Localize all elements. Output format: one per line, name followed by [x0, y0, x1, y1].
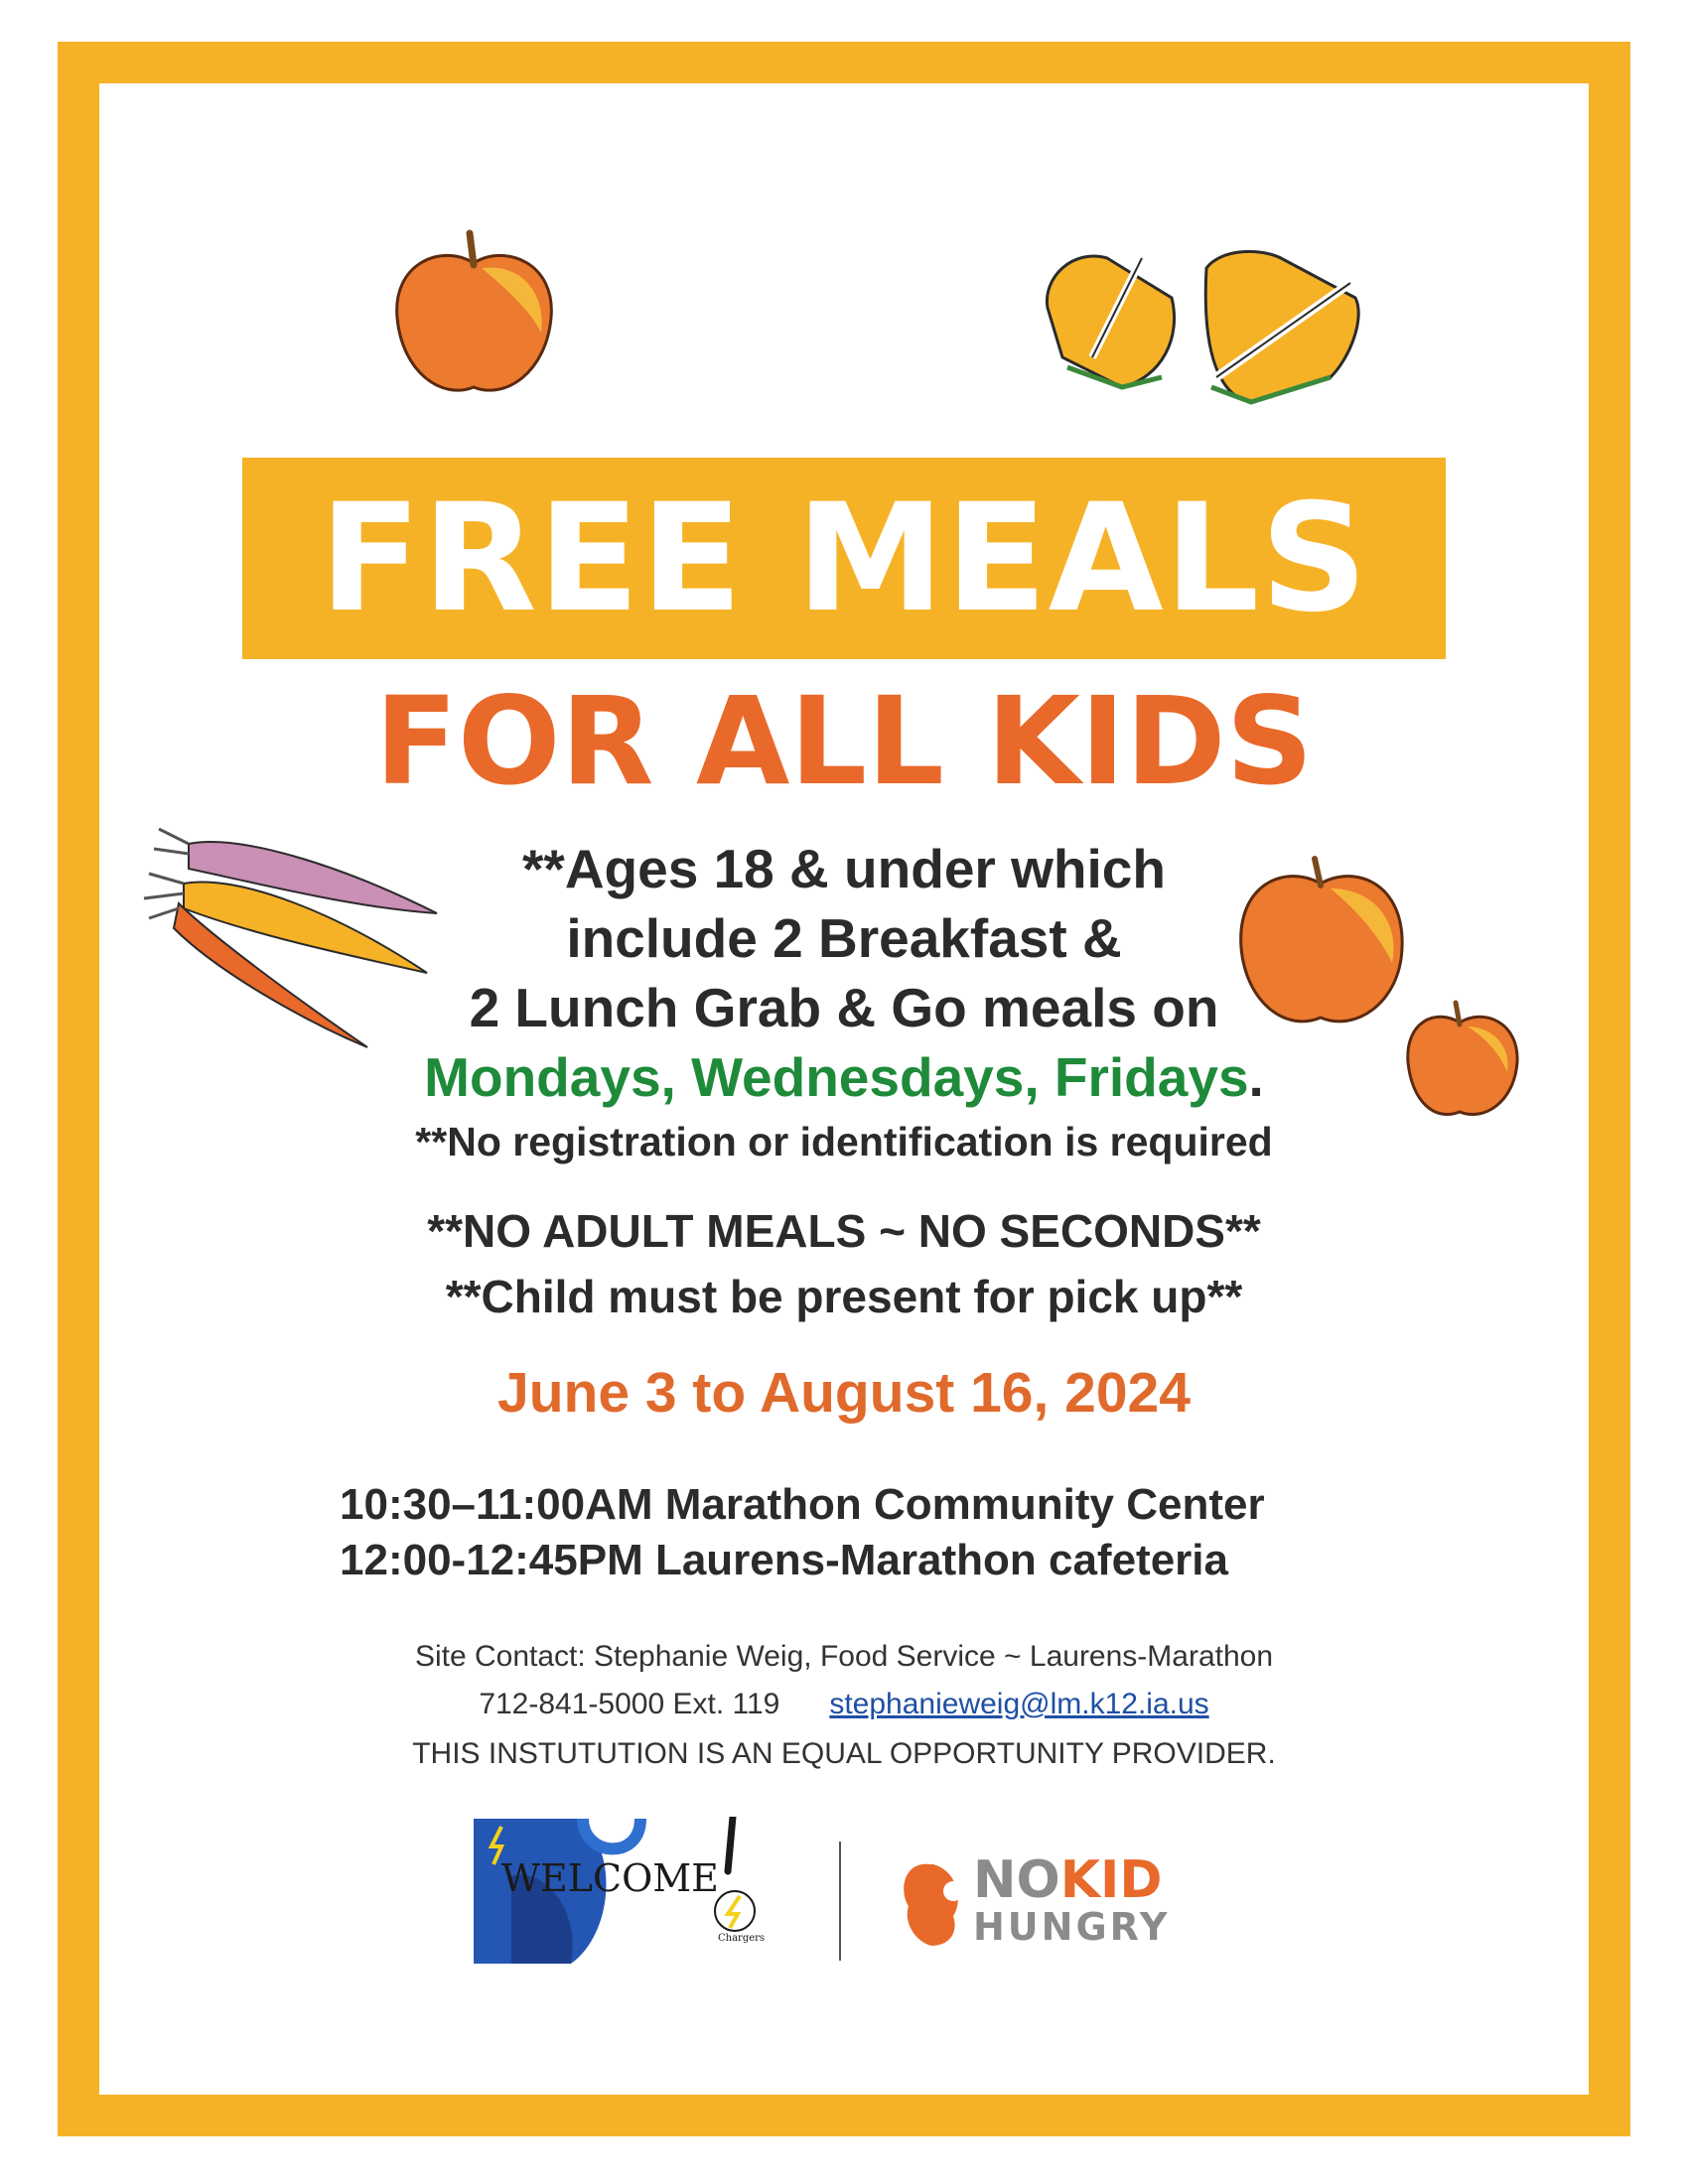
nkh-hungry-text: HUNGRY — [973, 1905, 1171, 1949]
meal-days-text: Mondays, Wednesdays, Fridays — [424, 1046, 1249, 1108]
registration-note: **No registration or identification is required — [415, 1119, 1273, 1164]
title-banner — [242, 458, 1446, 659]
rules-notes — [248, 1198, 1440, 1329]
contact-email-link[interactable]: stephanieweig@lm.k12.ia.us — [829, 1688, 1209, 1720]
welcome-text: WELCOME — [501, 1856, 719, 1900]
schedule-item: 10:30–11:00AM Marathon Community Center — [340, 1480, 1265, 1529]
chargers-text: Chargers — [718, 1933, 766, 1944]
meal-days-period: . — [1248, 1046, 1264, 1108]
equal-opportunity-statement: THIS INSTUTUTION IS AN EQUAL OPPORTUNITY PROVIDER. — [412, 1737, 1276, 1770]
info-line: **Ages 18 & under which — [522, 838, 1166, 899]
logo-divider — [839, 1842, 841, 1961]
sandwich-illustration — [1033, 238, 1365, 407]
nkh-kid-text: KID — [1059, 1850, 1163, 1910]
page-title: FREE MEALS — [319, 472, 1369, 645]
info-line: 2 Lunch Grab & Go meals on — [469, 977, 1219, 1038]
pickup-schedule — [340, 1477, 1432, 1588]
page-subtitle: FOR ALL KIDS — [374, 671, 1314, 812]
contact-phone: 712-841-5000 Ext. 119 — [479, 1688, 780, 1720]
child-present-note: **Child must be present for pick up** — [445, 1271, 1243, 1322]
contact-details — [298, 1681, 1390, 1728]
apple-illustration — [382, 223, 566, 407]
eligibility-info — [298, 834, 1390, 1112]
program-dates: June 3 to August 16, 2024 — [497, 1361, 1191, 1425]
schedule-item: 12:00-12:45PM Laurens-Marathon cafeteria — [340, 1536, 1228, 1584]
site-contact — [298, 1633, 1390, 1728]
nkh-no-text: NO — [973, 1850, 1060, 1910]
contact-line: Site Contact: Stephanie Weig, Food Service ~ Laurens-Marathon — [414, 1640, 1274, 1673]
info-line: include 2 Breakfast & — [566, 907, 1122, 969]
no-adult-meals-note: **NO ADULT MEALS ~ NO SECONDS** — [427, 1205, 1261, 1257]
nkh-wordmark — [973, 1850, 1163, 1910]
meal-days — [298, 1042, 1390, 1112]
